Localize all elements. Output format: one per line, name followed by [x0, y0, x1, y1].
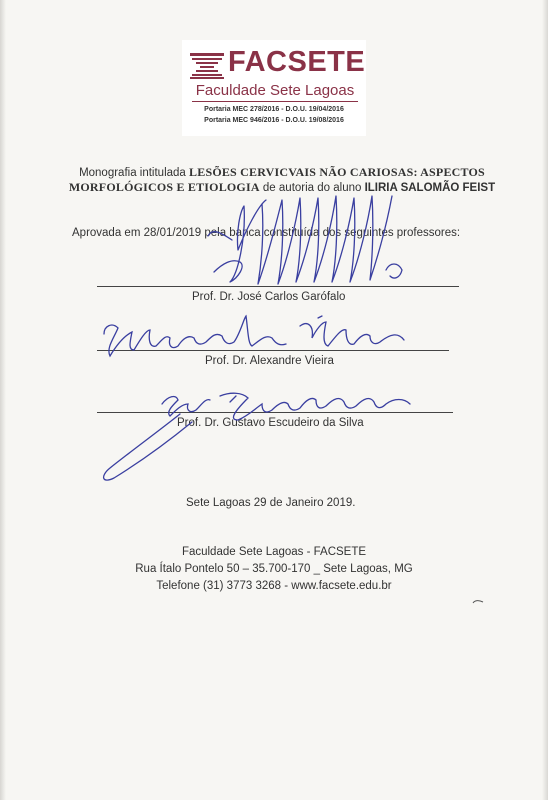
facsete-logo	[182, 40, 366, 136]
portaria-line-1: Portaria MEC 278/2016 - D.O.U. 19/04/2016	[204, 106, 344, 113]
footer-address: Rua Ítalo Pontelo 50 – 35.700-170 _ Sete Lagoas, MG	[135, 563, 413, 575]
stray-ink-mark	[471, 598, 485, 606]
examiner-name-1: Prof. Dr. José Carlos Garófalo	[192, 291, 346, 303]
signature-3-handwriting	[104, 393, 410, 480]
portaria-line-2: Portaria MEC 946/2016 - D.O.U. 19/08/2016	[204, 117, 344, 124]
intro-middle: de autoria do aluno	[259, 182, 365, 194]
signature-line-1	[97, 286, 459, 287]
examiner-name-3: Prof. Dr. Gustavo Escudeiro da Silva	[177, 417, 364, 429]
place-and-date: Sete Lagoas 29 de Janeiro 2019.	[186, 497, 356, 509]
signature-line-3	[97, 412, 453, 413]
signature-1-handwriting	[208, 196, 402, 284]
monograph-title-part2: MORFOLÓGICOS E ETIOLOGIA	[68, 180, 260, 194]
intro-prefix: Monografia intitulada	[79, 167, 190, 179]
logo-divider	[192, 101, 358, 102]
author-name: ILIRIA SALOMÃO FEIST	[364, 182, 496, 194]
monograph-title-part1: LESÕES CERVICVAIS NÃO CARIOSAS: ASPECTOS	[189, 165, 485, 179]
scan-edge-left	[0, 0, 6, 800]
scan-edge-right	[542, 0, 548, 800]
signature-line-2	[97, 350, 449, 351]
logo-subtitle: Faculdade Sete Lagoas	[195, 82, 355, 99]
examiner-name-2: Prof. Dr. Alexandre Vieira	[205, 355, 334, 367]
approval-statement: Aprovada em 28/01/2019 pela banca constituída dos seguintes professores:	[72, 227, 461, 239]
institution-footer	[100, 544, 448, 595]
facsete-emblem-icon	[190, 53, 224, 79]
footer-contact: Telefone (31) 3773 3268 - www.facsete.edu.br	[156, 580, 392, 592]
footer-institution: Faculdade Sete Lagoas - FACSETE	[181, 546, 367, 558]
monograph-statement	[62, 165, 502, 195]
logo-name: FACSETE	[228, 46, 366, 78]
